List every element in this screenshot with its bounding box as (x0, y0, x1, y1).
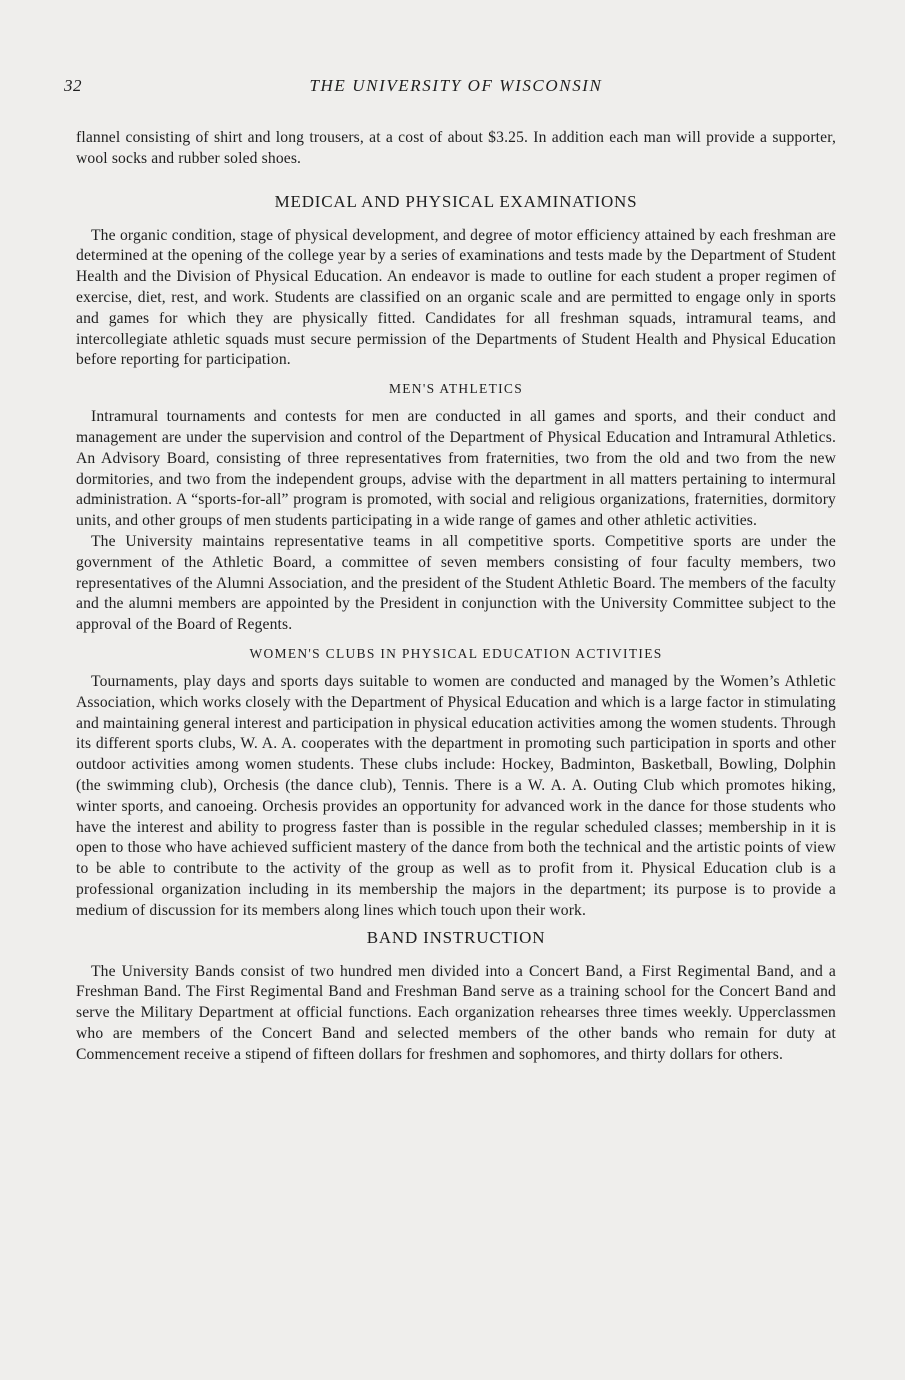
section-heading-band: BAND INSTRUCTION (366, 927, 546, 947)
medical-paragraph: The organic condition, stage of physical development, and degree of motor efficiency attained by each freshman are determined at the opening of the college year by a series of examinations and tests made by the Department of Student Health and the Division of Physical Education. An endeavor is made to outline for each student a proper regimen of exercise, diet, rest, and work. Students are classified on an organic scale and are permitted to engage only in sports and games for which they are physically fitted. Candidates for all freshman squads, intramural teams, and intercollegiate athletic squads must secure permission of the Departments of Student Health and Physical Education before reporting for participation. (76, 226, 836, 369)
running-head (64, 76, 836, 102)
band-paragraph: The University Bands consist of two hundred men divided into a Concert Band, a First Regimental Band, and a Freshman Band. The First Regimental Band and Freshman Band serve as a training school for the Concert Band and serve the Military Department at official functions. Each organization rehearses three times weekly. Upperclassmen who are members of the Concert Band and selected members of the other bands who remain for duty at Commencement receive a stipend of fifteen dollars for freshmen and sophomores, and thirty dollars for others. (76, 962, 836, 1063)
mens-athletics-paragraph-2: The University maintains representative teams in all competitive sports. Competitive sports are under the government of the Athletic Board, a committee of seven members consisting of four faculty members, two representatives of the Alumni Association, and the president of the Student Athletic Board. The members of the faculty and the alumni members are appointed by the President in conjunction with the University Committee subject to the approval of the Board of Regents. (76, 532, 836, 634)
womens-clubs-paragraph: Tournaments, play days and sports days suitable to women are conducted and managed by the Women’s Athletic Association, which works closely with the Department of Physical Education and which is a large factor in stimulating and maintaining general interest and participation in physical education activities among the women students. Through its different sports clubs, W. A. A. cooperates with the department in promoting such participation in sports and other outdoor activities among women students. These clubs include: Hockey, Badminton, Basketball, Bowling, Dolphin (the swimming club), Orchesis (the dance club), Tennis. There is a W. A. A. Outing Club which promotes hiking, winter sports, and canoeing. Orchesis provides an opportunity for advanced work in the dance for those students who have the interest and ability to progress faster than is possible in the regular scheduled classes; membership in it is open to those who have achieved sufficient mastery of the dance from both the technical and the artistic points of view to be able to contribute to the activity of the group as well as to profit from it. Physical Education club is a professional organization including in its membership the majors in the department; its purpose is to provide a medium of discussion for its members along lines which touch upon their work. (76, 672, 836, 919)
mens-athletics-paragraph-1: Intramural tournaments and contests for men are conducted in all games and sports, and their conduct and management are under the supervision and control of the Department of Physical Education and Intramural Athletics. An Advisory Board, consisting of three representatives from fraternities, two from the old and two from the new dormitories, and two from the independent groups, advise with the department in all matters pertaining to intermural administration. A “sports-for-all” program is promoted, with social and religious organizations, fraternities, dormitory units, and other groups of men students participating in a wide range of games and other athletic activities. (76, 408, 836, 530)
running-title: THE UNIVERSITY OF WISCONSIN (309, 76, 603, 95)
section-heading-womens-clubs: WOMEN'S CLUBS IN PHYSICAL EDUCATION ACTIVITIES (249, 645, 663, 661)
section-heading-mens-athletics: MEN'S ATHLETICS (388, 381, 524, 397)
section-heading-medical: MEDICAL AND PHYSICAL EXAMINATIONS (274, 191, 638, 211)
intro-paragraph: flannel consisting of shirt and long trousers, at a cost of about $3.25. In addition each man will provide a supporter, wool socks and rubber soled shoes. (76, 129, 836, 167)
document-page (64, 76, 836, 1065)
page-number: 32 (64, 76, 82, 95)
